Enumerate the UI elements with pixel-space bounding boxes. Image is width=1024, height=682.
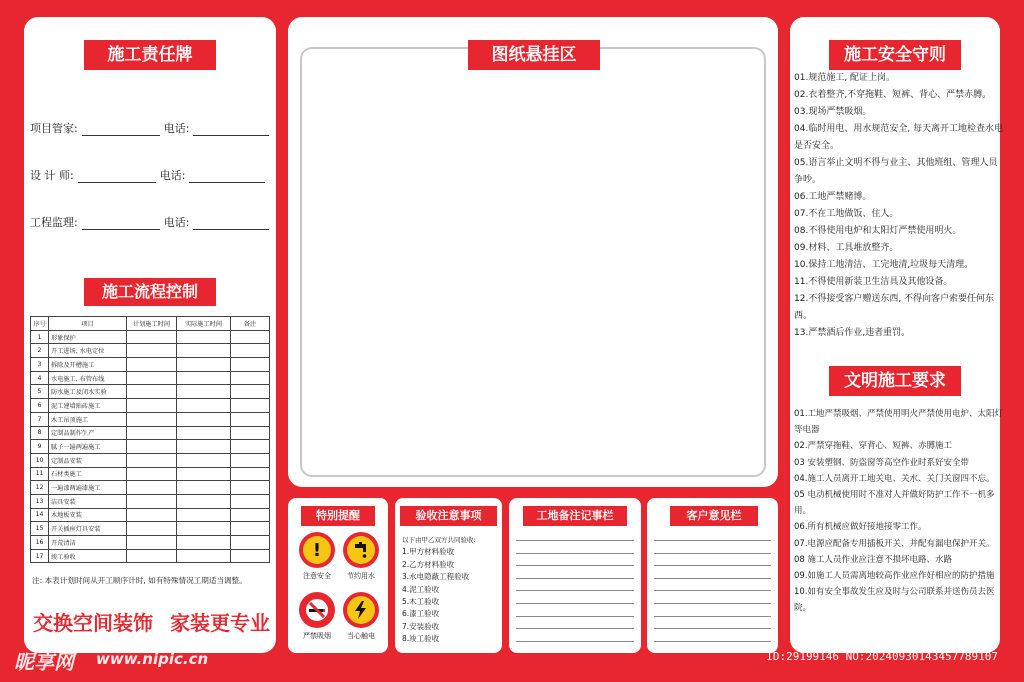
row-number: 5 (31, 385, 49, 399)
warning-label: 节约用水 (347, 572, 375, 580)
row-cell[interactable] (231, 440, 270, 454)
rule-item: 11.不得使用新装卫生洁具及其他设备。 (794, 277, 953, 287)
row-number: 7 (31, 412, 49, 426)
safety-title: 施工安全守则 (829, 40, 961, 70)
warning-label: 注意安全 (303, 572, 331, 580)
site-notes-title: 工地备注记事栏 (523, 506, 627, 526)
row-item: 木工吊顶施工 (49, 412, 127, 426)
row-cell[interactable] (127, 399, 177, 413)
row-item: 竣工验收 (49, 549, 127, 563)
row-number: 6 (31, 399, 49, 413)
table-row (31, 330, 270, 344)
row-cell[interactable] (177, 358, 231, 372)
drawing-title: 图纸悬挂区 (468, 40, 600, 70)
faucet-icon (343, 532, 379, 568)
row-item: 定制品制作生产 (49, 426, 127, 440)
row-cell[interactable] (231, 371, 270, 385)
row-cell[interactable] (177, 508, 231, 522)
table-row (31, 481, 270, 495)
table-row (31, 412, 270, 426)
row-number: 11 (31, 467, 49, 481)
row-cell[interactable] (177, 399, 231, 413)
row-cell[interactable] (177, 412, 231, 426)
writing-line[interactable] (654, 553, 771, 554)
table-row (31, 426, 270, 440)
col-header: 项目 (49, 317, 127, 331)
writing-line[interactable] (516, 540, 634, 541)
writing-line[interactable] (654, 603, 771, 604)
drawing-area (300, 47, 766, 477)
table-row (31, 344, 270, 358)
rule-item: 08.不得使用电炉和太阳灯严禁使用明火。 (794, 226, 962, 236)
lightning-icon (343, 592, 379, 628)
row-cell[interactable] (127, 481, 177, 495)
warning-item-no-smoking (296, 592, 338, 641)
no-smoking-icon (299, 592, 335, 628)
row-cell[interactable] (127, 453, 177, 467)
name-input-line[interactable] (82, 218, 160, 230)
table-note: 注: 本表计划时间从开工顺序计时, 如有特殊情况工期适当调整。 (32, 576, 247, 585)
writing-line[interactable] (516, 641, 634, 642)
row-cell[interactable] (177, 371, 231, 385)
row-cell[interactable] (127, 330, 177, 344)
row-item: 腻子一遍两遍施工 (49, 440, 127, 454)
row-item: 洁具安装 (49, 494, 127, 508)
row-cell[interactable] (127, 508, 177, 522)
warning-label: 严禁吸烟 (303, 632, 331, 640)
field-label: 项目管家: (30, 122, 78, 135)
row-number: 16 (31, 536, 49, 550)
row-number: 2 (31, 344, 49, 358)
col-header: 序号 (31, 317, 49, 331)
row-item: 开关插座灯具安装 (49, 522, 127, 536)
table-row (31, 358, 270, 372)
list-item: 8.竣工验收 (402, 634, 440, 644)
row-number: 14 (31, 508, 49, 522)
table-row (31, 440, 270, 454)
row-number: 3 (31, 358, 49, 372)
row-cell[interactable] (127, 549, 177, 563)
row-item: 开工进场, 水电定位 (49, 344, 127, 358)
writing-line[interactable] (516, 616, 634, 617)
row-cell[interactable] (177, 330, 231, 344)
row-cell[interactable] (231, 453, 270, 467)
row-cell[interactable] (177, 522, 231, 536)
row-item: 防水施工及闭水实验 (49, 385, 127, 399)
row-cell[interactable] (177, 453, 231, 467)
row-cell[interactable] (231, 344, 270, 358)
row-cell[interactable] (231, 467, 270, 481)
list-item: 3.水电隐蔽工程验收 (402, 572, 470, 582)
row-cell[interactable] (231, 481, 270, 495)
row-item: 一遍漆两遍漆施工 (49, 481, 127, 495)
table-row (31, 536, 270, 550)
row-item: 石材类施工 (49, 467, 127, 481)
writing-line[interactable] (516, 565, 634, 566)
row-item: 开荒清洁 (49, 536, 127, 550)
row-cell[interactable] (177, 385, 231, 399)
row-cell[interactable] (231, 412, 270, 426)
table-row (31, 371, 270, 385)
row-number: 1 (31, 330, 49, 344)
row-cell[interactable] (231, 508, 270, 522)
watermark-code: ID:29199146 NO:20240930143457789107 (766, 650, 998, 663)
row-cell[interactable] (177, 494, 231, 508)
row-item: 泥工建墙贴砖施工 (49, 399, 127, 413)
row-item: 水电施工, 布管布线 (49, 371, 127, 385)
row-cell[interactable] (127, 412, 177, 426)
rule-item: 08 施工人员作业应注意不损坏电路、水路 (794, 554, 953, 565)
row-cell[interactable] (177, 481, 231, 495)
row-cell[interactable] (177, 536, 231, 550)
list-item: 7.安装验收 (402, 621, 440, 631)
row-cell[interactable] (231, 385, 270, 399)
row-number: 4 (31, 371, 49, 385)
table-row (31, 453, 270, 467)
phone-label: 电话: (163, 216, 190, 229)
writing-line[interactable] (516, 628, 634, 629)
row-cell[interactable] (127, 344, 177, 358)
col-header: 备注 (231, 317, 270, 331)
phone-input-line[interactable] (193, 124, 269, 136)
rule-item: 07.电源应配备专用插板开关、并配有漏电保护开关。 (794, 538, 995, 549)
row-cell[interactable] (231, 494, 270, 508)
rule-item: 13.严禁酒后作业,违者重罚。 (794, 328, 911, 338)
writing-line[interactable] (516, 578, 634, 579)
row-cell[interactable] (177, 440, 231, 454)
row-item: 拆除及开槽施工 (49, 358, 127, 372)
flow-table (30, 316, 270, 563)
row-item: 定制品安装 (49, 453, 127, 467)
writing-line[interactable] (654, 578, 771, 579)
name-input-line[interactable] (78, 171, 156, 183)
warning-item-water (340, 532, 382, 581)
rule-item: 03 安装塑钢、防盗窗等高空作业时系好安全带 (794, 457, 970, 468)
civil-title: 文明施工要求 (829, 366, 961, 396)
warning-label: 当心触电 (347, 632, 375, 640)
rule-item: 06.所有机械应做好接地接零工作。 (794, 522, 927, 533)
phone-input-line[interactable] (189, 171, 265, 183)
phone-label: 电话: (163, 122, 190, 135)
rule-item: 05.语言举止文明不得与业主、其他班组、管理人员争吵。 (794, 158, 998, 185)
rule-item: 02.严禁穿拖鞋、穿背心、短裤、赤膊施工 (794, 441, 953, 452)
row-cell[interactable] (231, 426, 270, 440)
row-number: 9 (31, 440, 49, 454)
row-cell[interactable] (231, 549, 270, 563)
row-cell[interactable] (231, 522, 270, 536)
watermark-url: www.nipic.cn (96, 650, 209, 668)
watermark-logo: 昵享网 (14, 650, 74, 674)
col-header: 计划施工时间 (127, 317, 177, 331)
slogan-left: 交换空间装饰 (33, 611, 153, 635)
rule-item: 01.工地严禁吸烟、严禁使用明火严禁使用电炉、太阳灯等电器 (794, 409, 1004, 436)
field-supervisor (30, 214, 269, 230)
row-number: 15 (31, 522, 49, 536)
list-item: 4.泥工验收 (402, 584, 440, 594)
list-item: 6.漆工验收 (402, 609, 440, 619)
warning-title: 特别提醒 (301, 506, 375, 526)
list-item: 5.木工验收 (402, 597, 440, 607)
row-cell[interactable] (127, 358, 177, 372)
flow-title: 施工流程控制 (84, 278, 216, 306)
table-row (31, 399, 270, 413)
field-label: 设 计 师: (30, 169, 74, 182)
table-row (31, 508, 270, 522)
writing-line[interactable] (654, 641, 771, 642)
row-number: 8 (31, 426, 49, 440)
field-project-manager (30, 120, 269, 136)
rule-item: 09.材料、工具堆放整齐。 (794, 243, 899, 253)
rule-item: 10.如有安全事故发生应及时与公司联系并送伤员去医院。 (794, 587, 995, 614)
rule-item: 01.规范施工, 配证上岗。 (794, 73, 896, 83)
rule-item: 12.不得接受客户赠送东西, 不得向客户索要任何东西。 (794, 294, 995, 321)
table-row (31, 549, 270, 563)
list-item: 1.甲方材料验收 (402, 547, 455, 557)
row-cell[interactable] (231, 358, 270, 372)
row-number: 12 (31, 481, 49, 495)
table-row (31, 385, 270, 399)
row-cell[interactable] (127, 371, 177, 385)
row-number: 13 (31, 494, 49, 508)
writing-line[interactable] (516, 603, 634, 604)
name-input-line[interactable] (82, 124, 160, 136)
writing-line[interactable] (654, 616, 771, 617)
writing-line[interactable] (654, 590, 771, 591)
table-row (31, 467, 270, 481)
rule-item: 03.现场严禁吸烟。 (794, 107, 872, 117)
row-cell[interactable] (177, 549, 231, 563)
slogan-right: 家装更专业 (170, 611, 270, 635)
rule-item: 05 电动机械使用时不准对人并做好防护工作不一机多用。 (794, 490, 995, 517)
rule-item: 10.保持工地清洁、工完地清,垃圾每天清理。 (794, 260, 974, 270)
warning-item-safety (296, 532, 338, 581)
rule-item: 09.如施工人员需离地较高作业应作好相应的防护措施 (794, 571, 995, 582)
acceptance-title: 验收注意事项 (400, 506, 497, 526)
civil-rules (794, 406, 1004, 617)
warning-item-electric (340, 592, 382, 641)
row-cell[interactable] (231, 399, 270, 413)
acceptance-list (402, 534, 476, 646)
row-cell[interactable] (127, 522, 177, 536)
table-row (31, 522, 270, 536)
rule-item: 04.临时用电、用水规范安全, 每天离开工地检查水电是否安全。 (794, 124, 1004, 151)
safety-rules (794, 70, 1004, 342)
rule-item: 06.工地严禁赌博。 (794, 192, 872, 202)
exclamation-icon: ! (299, 532, 335, 568)
row-cell[interactable] (127, 426, 177, 440)
row-cell[interactable] (231, 330, 270, 344)
writing-line[interactable] (654, 565, 771, 566)
row-item: 木地板安装 (49, 508, 127, 522)
row-item: 形象保护 (49, 330, 127, 344)
responsibility-title: 施工责任牌 (84, 40, 216, 70)
acceptance-intro: 以下由甲乙双方共同验收: (402, 536, 476, 544)
row-cell[interactable] (177, 426, 231, 440)
row-cell[interactable] (127, 440, 177, 454)
phone-label: 电话: (159, 169, 186, 182)
writing-line[interactable] (516, 590, 634, 591)
row-number: 10 (31, 453, 49, 467)
col-header: 实际施工时间 (177, 317, 231, 331)
writing-line[interactable] (516, 553, 634, 554)
list-item: 2.乙方材料验收 (402, 559, 455, 569)
customer-title: 客户意见栏 (670, 506, 758, 526)
table-header-row (31, 317, 270, 331)
row-cell[interactable] (177, 344, 231, 358)
row-cell[interactable] (127, 385, 177, 399)
rule-item: 04.施工人员离开工地关电、关水、关门关窗四不忘。 (794, 473, 995, 484)
field-designer (30, 167, 265, 183)
row-cell[interactable] (127, 494, 177, 508)
rule-item: 07.不在工地做饭、住人。 (794, 209, 899, 219)
field-label: 工程监理: (30, 216, 78, 229)
rule-item: 02.衣着整齐,不穿拖鞋、短裤、背心、严禁赤膊。 (794, 90, 992, 100)
row-number: 17 (31, 549, 49, 563)
row-cell[interactable] (177, 467, 231, 481)
row-cell[interactable] (127, 467, 177, 481)
phone-input-line[interactable] (193, 218, 269, 230)
table-row (31, 494, 270, 508)
row-cell[interactable] (231, 536, 270, 550)
row-cell[interactable] (127, 536, 177, 550)
writing-line[interactable] (654, 628, 771, 629)
writing-line[interactable] (654, 540, 771, 541)
